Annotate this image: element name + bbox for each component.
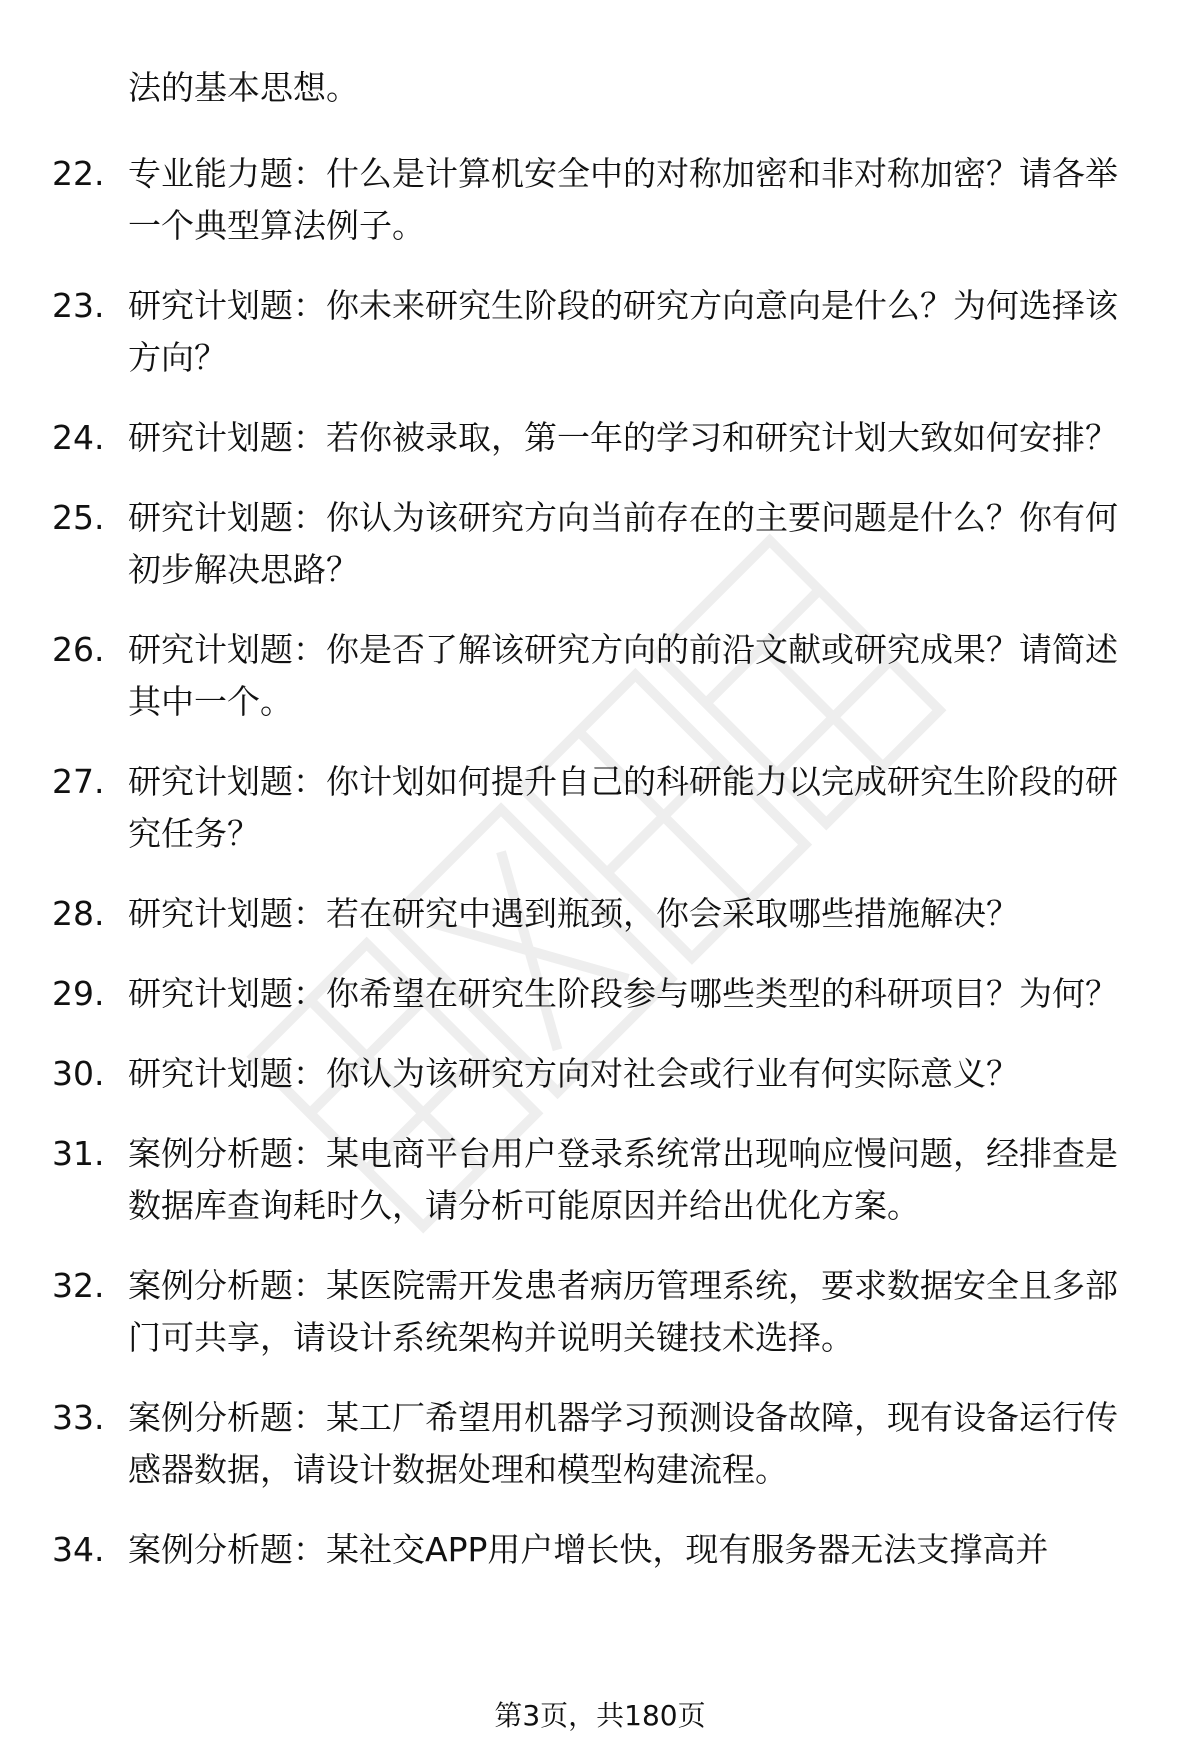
item-number: 28. [52, 894, 105, 933]
item-text: 案例分析题：某电商平台用户登录系统常出现响应慢问题，经排查是数据库查询耗时久，请分析可能原因并给出优化方案。 [128, 1134, 1118, 1225]
list-item [0, 1524, 1200, 1576]
item-number: 30. [52, 1054, 105, 1093]
item-text: 研究计划题：若在研究中遇到瓶颈，你会采取哪些措施解决？ [128, 894, 1019, 933]
list-item [0, 412, 1200, 464]
item-text: 研究计划题：你认为该研究方向当前存在的主要问题是什么？你有何初步解决思路？ [128, 498, 1118, 589]
item-number: 33. [52, 1398, 105, 1437]
list-item [0, 756, 1200, 860]
item-number: 34. [52, 1530, 105, 1569]
item-text: 案例分析题：某工厂希望用机器学习预测设备故障，现有设备运行传感器数据，请设计数据处理和模型构建流程。 [128, 1398, 1118, 1489]
item-text: 专业能力题：什么是计算机安全中的对称加密和非对称加密？请各举一个典型算法例子。 [128, 154, 1118, 245]
continuation-text: 法的基本思想。 [128, 68, 359, 107]
list-item [0, 888, 1200, 940]
list-item [0, 1048, 1200, 1100]
item-text: 研究计划题：你是否了解该研究方向的前沿文献或研究成果？请简述其中一个。 [128, 630, 1118, 721]
item-text: 研究计划题：你未来研究生阶段的研究方向意向是什么？为何选择该方向？ [128, 286, 1118, 377]
item-text: 研究计划题：你希望在研究生阶段参与哪些类型的科研项目？为何？ [128, 974, 1118, 1013]
page-footer: 第3页，共180页 [494, 1699, 706, 1732]
item-number: 25. [52, 498, 105, 537]
item-text: 案例分析题：某社交APP用户增长快，现有服务器无法支撑高并 [128, 1530, 1049, 1569]
item-text: 研究计划题：若你被录取，第一年的学习和研究计划大致如何安排？ [128, 418, 1118, 457]
list-item [0, 280, 1200, 384]
item-number: 31. [52, 1134, 105, 1173]
list-item [0, 492, 1200, 596]
item-text: 案例分析题：某医院需开发患者病历管理系统，要求数据安全且多部门可共享，请设计系统架构并说明关键技术选择。 [128, 1266, 1118, 1357]
item-text: 研究计划题：你认为该研究方向对社会或行业有何实际意义？ [128, 1054, 1019, 1093]
list-item [0, 968, 1200, 1020]
list-item [0, 1128, 1200, 1232]
list-item [0, 624, 1200, 728]
item-number: 23. [52, 286, 105, 325]
item-number: 29. [52, 974, 105, 1013]
item-number: 24. [52, 418, 105, 457]
item-number: 26. [52, 630, 105, 669]
list-item [0, 1260, 1200, 1364]
item-number: 27. [52, 762, 105, 801]
list-item [0, 148, 1200, 252]
question-list [0, 148, 1200, 1604]
item-text: 研究计划题：你计划如何提升自己的科研能力以完成研究生阶段的研究任务？ [128, 762, 1118, 853]
list-item [0, 1392, 1200, 1496]
item-number: 32. [52, 1266, 105, 1305]
item-number: 22. [52, 154, 105, 193]
